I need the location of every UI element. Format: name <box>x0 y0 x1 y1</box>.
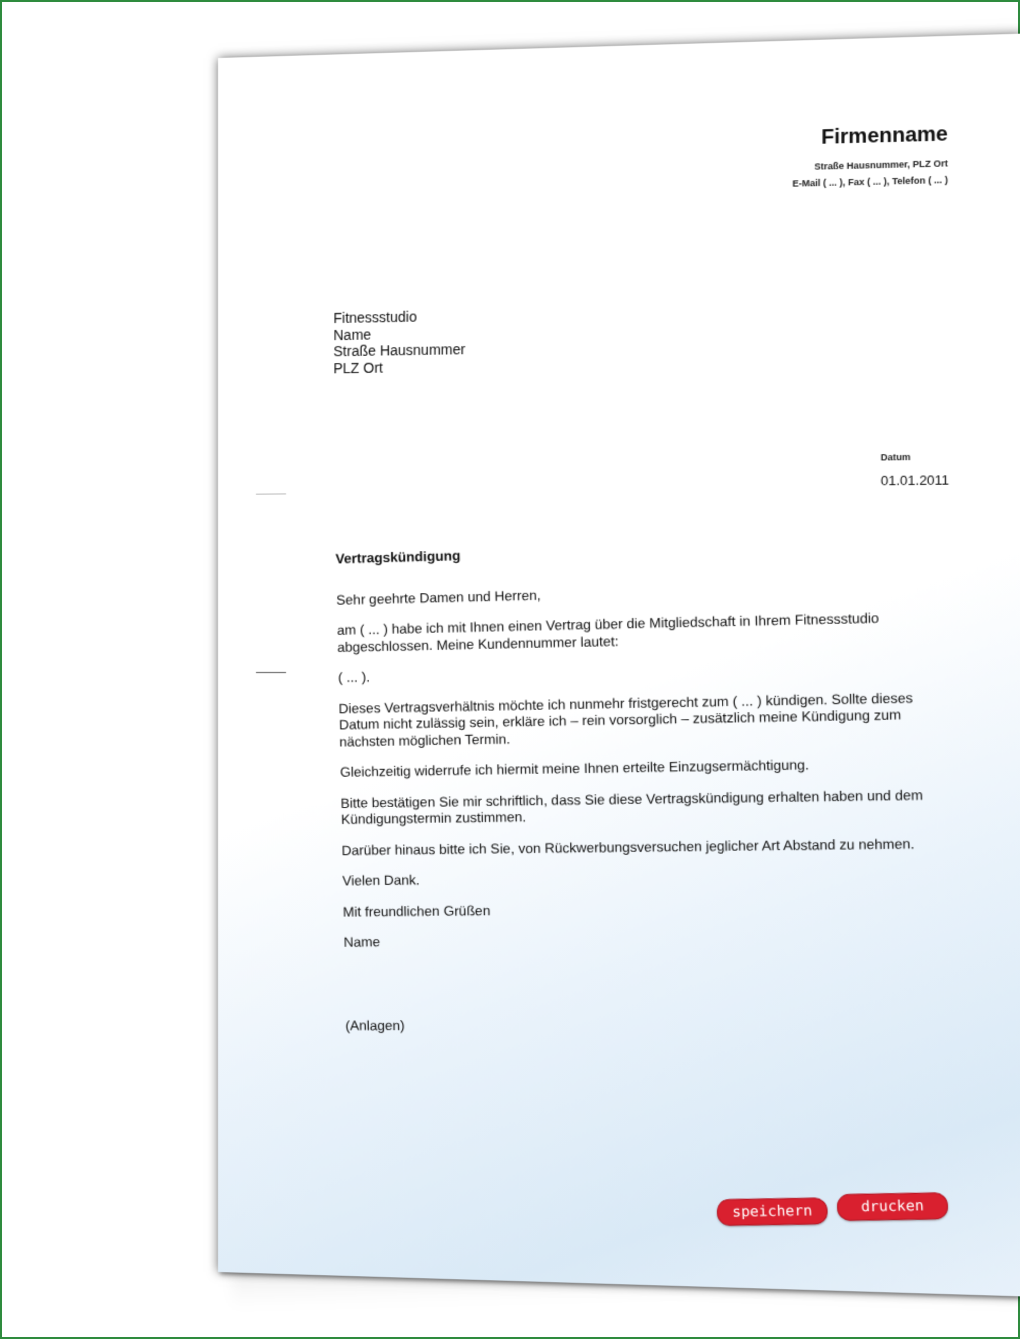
letter-paragraph-3: Dieses Vertragsverhältnis möchte ich nunmehr fristgerecht zum ( ... ) kündigen. Sollte dieses Datum nicht zulässig sein, erkläre ich – rein vorsorglich – zusätzlich meine Kündigung zum nächsten möglichen Termin. <box>338 689 913 749</box>
date-label: Datum <box>880 451 911 463</box>
letter-salutation: Sehr geehrte Damen und Herren, <box>336 587 541 608</box>
recipient-line-1: Fitnessstudio <box>333 308 417 327</box>
letter-paragraph-4: Gleichzeitig widerrufe ich hiermit meine Ihnen erteilte Einzugsermächtigung. <box>339 757 810 780</box>
fold-mark-top <box>256 493 286 494</box>
date-value: 01.01.2011 <box>880 472 950 489</box>
signature-gap <box>344 962 943 1018</box>
sender-address: Straße Hausnummer, PLZ Ort <box>814 158 948 172</box>
recipient-address-block <box>333 308 465 377</box>
sender-company: Firmenname <box>821 122 948 149</box>
sender-contact: E-Mail ( ... ), Fax ( ... ), Telefon ( ... ) <box>792 174 948 189</box>
recipient-line-2: Name <box>333 325 372 343</box>
recipient-line-4: PLZ Ort <box>333 358 383 376</box>
document-page <box>218 34 1020 1297</box>
letter-closing: Mit freundlichen Grüßen <box>342 902 491 919</box>
save-button[interactable]: speichern <box>716 1197 828 1225</box>
letter-subject: Vertragskündigung <box>335 548 461 567</box>
print-button[interactable]: drucken <box>837 1192 949 1221</box>
recipient-line-3: Straße Hausnummer <box>333 341 466 360</box>
letter-thanks: Vielen Dank. <box>342 872 420 889</box>
letter-attachments: (Anlagen) <box>345 1017 405 1033</box>
letter-paragraph-2: ( ... ). <box>337 669 371 686</box>
punch-mark <box>256 672 286 673</box>
letter-paragraph-6: Darüber hinaus bitte ich Sie, von Rückwerbungsversuchen jeglicher Art Abstand zu nehmen. <box>341 835 915 858</box>
letter-body <box>335 535 944 1048</box>
letter-paragraph-5: Bitte bestätigen Sie mir schriftlich, dass Sie diese Vertragskündigung erhalten haben und dem Kündigungstermin zustimmen. <box>340 786 924 827</box>
letter-paragraph-1: am ( ... ) habe ich mit Ihnen einen Vertrag über die Mitgliedschaft in Ihrem Fitnessstudio abgeschlossen. Meine Kundennummer lautet: <box>336 610 880 655</box>
letter-signature: Name <box>343 934 381 950</box>
